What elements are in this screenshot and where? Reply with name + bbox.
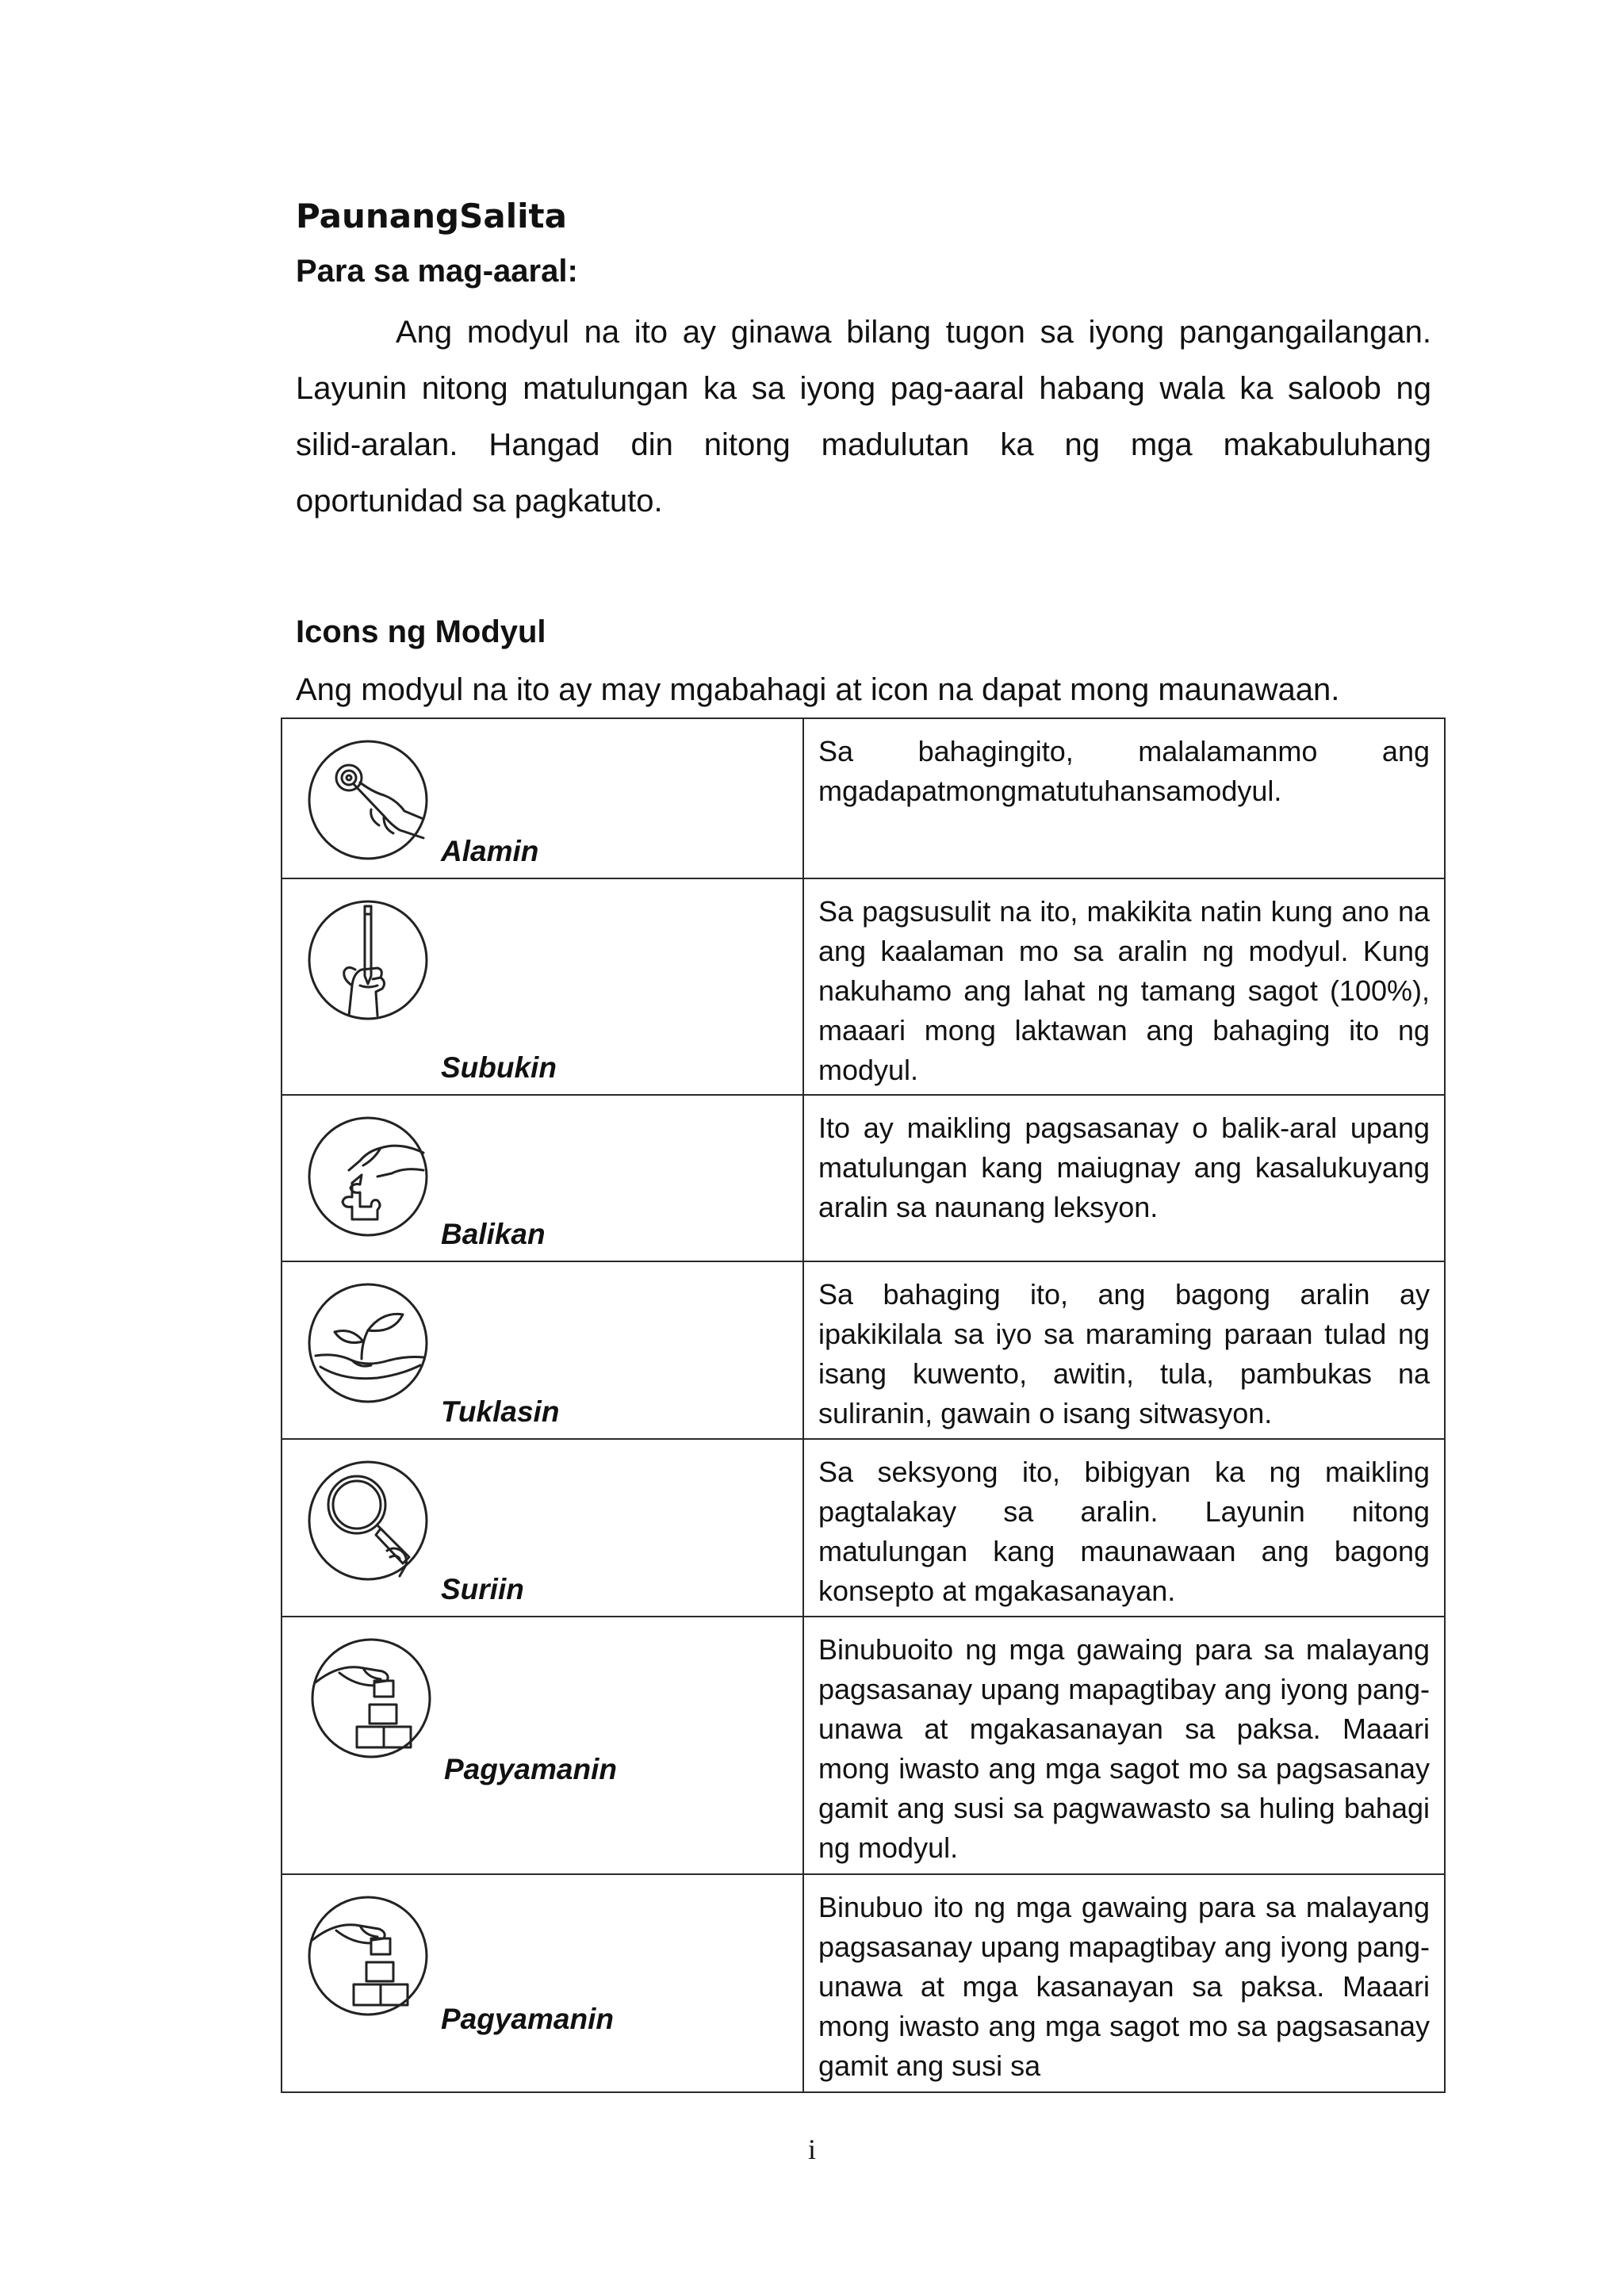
table-row (282, 1261, 1445, 1439)
icons-section-description: Ang modyul na ito ay may mgabahagi at icon na dapat mong maunawaan. (296, 672, 1340, 707)
icon-cell (282, 1095, 803, 1261)
sprout-hand-icon (304, 1280, 431, 1406)
table-row (282, 878, 1445, 1095)
hand-pencil-icon (304, 897, 431, 1024)
table-row (282, 1095, 1445, 1261)
page-number: i (807, 2133, 816, 2165)
icon-cell (282, 878, 803, 1095)
table-row (282, 1439, 1445, 1617)
table-row (282, 1874, 1445, 2092)
puzzle-hand-icon (304, 1113, 431, 1240)
module-label: Pagyamanin (444, 1753, 617, 1785)
module-label: Alamin (441, 835, 539, 867)
intro-paragraph: Ang modyul na ito ay ginawa bilang tugon sa iyong pangangailangan. Layunin nitong matulungan ka sa iyong pag-aaral habang wala ka saloob ng silid-aralan. Hangad din nitong madulutan ka ng mga makabuluhang oportunidad sa pagkatuto. (296, 315, 1431, 519)
module-description: Binubuoito ng mga gawaing para sa malayang pagsasanay upang mapagtibay ang iyong pang-unawa at mgakasanayan sa paksa. Maaari mong iwasto ang mga sagot mo sa pagsasanay gamit ang susi sa pagwawasto sa huling bahagi ng modyul. (803, 1617, 1445, 1874)
module-icons-table (281, 718, 1446, 2093)
icons-section-heading: Icons ng Modyul (296, 614, 546, 649)
module-description: Binubuo ito ng mga gawaing para sa malayang pagsasanay upang mapagtibay ang iyong pang-unawa at mga kasanayan sa paksa. Maaari mong iwasto ang mga sagot mo sa pagsasanay gamit ang susi sa (803, 1874, 1445, 2092)
module-description: Ito ay maikling pagsasanay o balik-aral upang matulungan kang maiugnay ang kasalukuyang aralin sa naunang leksyon. (803, 1095, 1445, 1261)
module-label: Balikan (441, 1218, 546, 1250)
icon-cell (282, 718, 803, 878)
magnifying-glass-icon (304, 1457, 431, 1584)
module-label: Subukin (441, 1051, 557, 1084)
page-title: PaunangSalita (296, 197, 567, 235)
table-row (282, 1617, 1445, 1874)
stacking-blocks-icon (304, 1892, 431, 2019)
icon-cell (282, 1261, 803, 1439)
module-label: Pagyamanin (441, 2003, 614, 2035)
icon-cell (282, 1439, 803, 1617)
module-label: Suriin (441, 1573, 524, 1605)
module-description: Sa bahaging ito, ang bagong aralin ay ipakikilala sa iyo sa maraming paraan tulad ng isang kuwento, awitin, tula, pambukas na suliranin, gawain o isang sitwasyon. (803, 1261, 1445, 1439)
module-description: Sa bahagingito, malalamanmo ang mgadapatmongmatutuhansamodyul. (803, 718, 1445, 878)
table-row (282, 718, 1445, 878)
module-description: Sa seksyong ito, bibigyan ka ng maikling pagtalakay sa aralin. Layunin nitong matulungan kang maunawaan ang bagong konsepto at mgakasanayan. (803, 1439, 1445, 1617)
icon-cell (282, 1874, 803, 2092)
module-label: Tuklasin (441, 1395, 560, 1428)
icon-cell (282, 1617, 803, 1874)
module-description: Sa pagsusulit na ito, makikita natin kung ano na ang kaalaman mo sa aralin ng modyul. Kung nakuhamo ang lahat ng tamang sagot (100%), maaari mong laktawan ang bahaging ito ng modyul. (803, 878, 1445, 1095)
audience-heading: Para sa mag-aaral: (296, 254, 578, 289)
stacking-blocks-icon (308, 1635, 435, 1762)
finger-touch-icon (304, 737, 431, 863)
